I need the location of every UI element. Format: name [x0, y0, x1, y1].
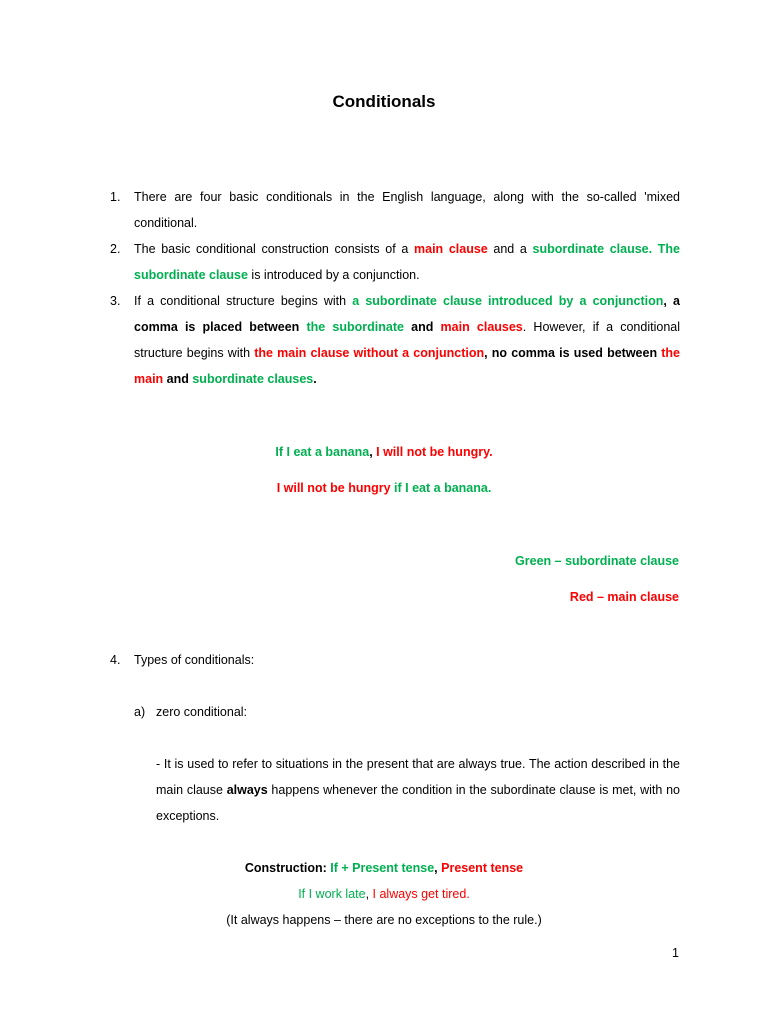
main-clause-term: main clause	[414, 242, 488, 256]
list-item-2	[110, 236, 680, 288]
list-text-bold: , no comma is used between	[484, 346, 662, 360]
list-text: There are four basic conditionals in the English language, along with the so-called 'mixed conditional.	[134, 190, 680, 230]
list-text-bold: and	[163, 372, 193, 386]
description-text: happens whenever the condition in the subordinate clause is met, with no exceptions.	[156, 783, 680, 823]
list-text: and a	[487, 242, 533, 256]
list-number: 1.	[110, 190, 121, 204]
example-2	[0, 475, 768, 511]
main-clause-term: main clauses	[440, 320, 523, 334]
legend-green: Green – subordinate clause	[515, 554, 679, 568]
page-title: Conditionals	[332, 92, 436, 111]
color-legend	[515, 548, 679, 620]
construction-block	[0, 855, 768, 933]
legend-red: Red – main clause	[569, 590, 679, 604]
list-number: 2.	[110, 242, 121, 256]
list-text-bold: , a comma is placed between	[134, 294, 680, 334]
main-clause: I will not be hungry.	[376, 445, 493, 459]
comma: ,	[369, 445, 377, 459]
construction-note: (It always happens – there are no exceptions to the rule.)	[226, 913, 542, 927]
list-item-4	[110, 647, 254, 673]
subordinate-clause-term: a subordinate clause introduced by a conjunction	[352, 294, 664, 308]
list-text-bold: .	[313, 372, 317, 386]
subordinate-clause: if I eat a banana.	[390, 481, 492, 495]
sub-item-text: zero conditional:	[156, 705, 248, 719]
subordinate-clause-term: the subordinate	[306, 320, 404, 334]
list-item-1	[110, 184, 680, 236]
description-text: - It is used to refer to situations in the present that are always true. The action described in the main clause	[156, 757, 680, 797]
subordinate-clause-term: subordinate clause. The subordinate clause	[134, 242, 680, 282]
comma: ,	[365, 887, 373, 901]
example-1	[0, 439, 768, 475]
list-number: 4.	[110, 653, 121, 667]
page-number: 1	[672, 946, 679, 960]
list-text: . However, if a conditional structure begins with	[134, 320, 681, 360]
zero-conditional-description	[156, 751, 680, 829]
sub-item-letter: a)	[134, 705, 146, 719]
main-clause-term: the main	[134, 346, 680, 386]
subordinate-clause: If + Present tense	[330, 861, 435, 875]
list-text: Types of conditionals:	[134, 653, 255, 667]
list-text-bold: and	[403, 320, 441, 334]
list-item-3	[110, 288, 680, 392]
list-text: is introduced by a conjunction.	[247, 268, 420, 282]
sub-item-a	[134, 699, 247, 725]
subordinate-clause-term: subordinate clauses	[192, 372, 314, 386]
subordinate-clause: If I eat a banana	[275, 445, 370, 459]
comma: ,	[434, 861, 442, 875]
example-sentences	[0, 439, 768, 511]
list-text: The basic conditional construction consists of a	[134, 242, 414, 256]
construction-label: Construction:	[244, 861, 331, 875]
list-number: 3.	[110, 294, 121, 308]
construction-example	[0, 881, 768, 907]
subordinate-clause: If I work late	[298, 887, 366, 901]
main-clause: Present tense	[441, 861, 524, 875]
main-clause-term: the main clause without a conjunction	[254, 346, 485, 360]
list-text: If a conditional structure begins with	[134, 294, 353, 308]
construction-formula	[0, 855, 768, 881]
main-clause: I always get tired.	[372, 887, 470, 901]
numbered-list	[110, 184, 680, 392]
main-clause: I will not be hungry	[276, 481, 391, 495]
emphasis-always: always	[226, 783, 268, 797]
